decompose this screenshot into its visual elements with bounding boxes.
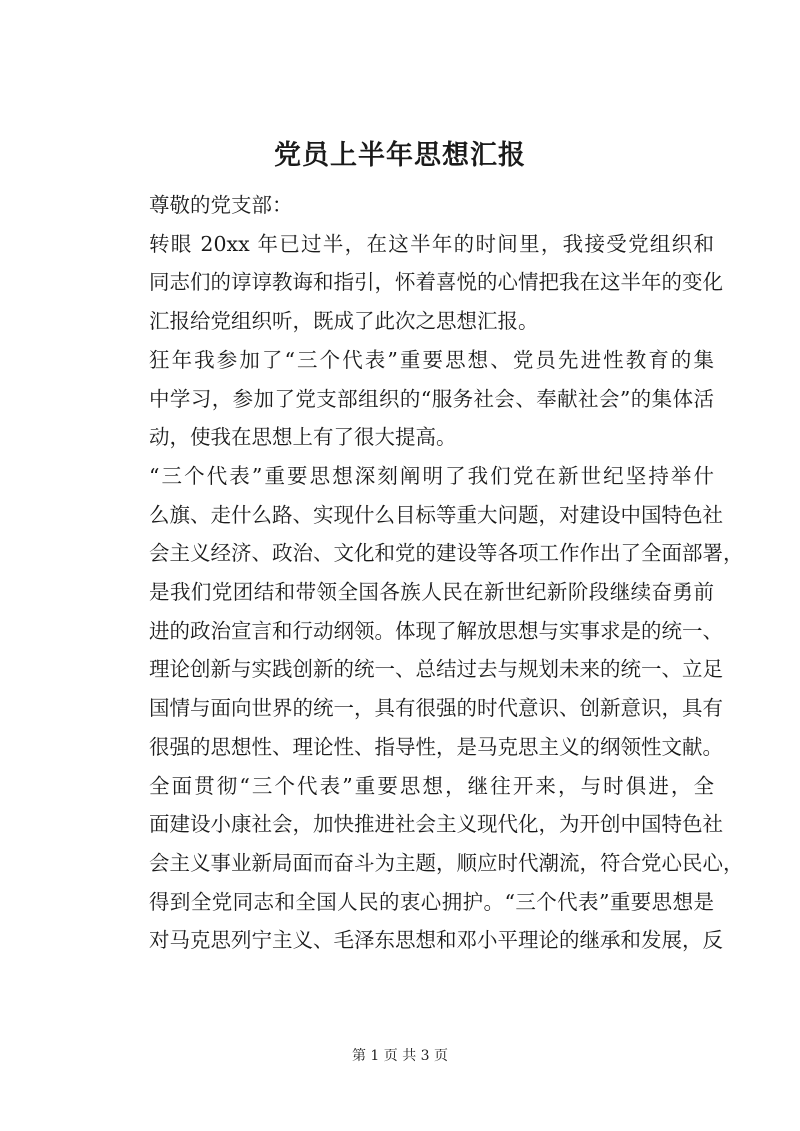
salutation [108, 186, 714, 225]
document-body [108, 186, 744, 960]
paragraph-3 [108, 457, 744, 767]
paragraph-line: 么旗、走什么路、实现什么目标等重大问题，对建设中国特色社 [149, 502, 723, 527]
paragraph-line: 全面贯彻“三个代表”重要思想，继往开来，与时俱进，全 [149, 773, 714, 798]
paragraph-line: 狂年我参加了“三个代表”重要思想、党员先进性教育的集 [149, 347, 714, 372]
paragraph-4 [108, 767, 744, 961]
paragraph-line: 很强的思想性、理论性、指导性，是马克思主义的纲领性文献。 [149, 734, 723, 759]
paragraph-line: 对马克思列宁主义、毛泽东思想和邓小平理论的继承和发展，反 [149, 928, 723, 953]
paragraph-line: 会主义经济、政治、文化和党的建设等各项工作作出了全面部署， [149, 541, 744, 566]
document-title: 党员上半年思想汇报 [274, 140, 526, 171]
paragraph-line: 同志们的谆谆教诲和指引，怀着喜悦的心情把我在这半年的变化 [149, 270, 723, 295]
paragraph-1 [108, 225, 723, 341]
paragraph-2 [108, 341, 714, 457]
paragraph-line: 理论创新与实践创新的统一、总结过去与规划未来的统一、立足 [149, 657, 723, 682]
paragraph-line: 国情与面向世界的统一，具有很强的时代意识、创新意识，具有 [149, 696, 723, 721]
paragraph-line: 是我们党团结和带领全国各族人民在新世纪新阶段继续奋勇前 [149, 580, 714, 605]
paragraph-line: 动，使我在思想上有了很大提高。 [149, 425, 457, 450]
paragraph-line: 汇报给党组织听，既成了此次之思想汇报。 [149, 309, 539, 334]
paragraph-line: 面建设小康社会，加快推进社会主义现代化，为开创中国特色社 [149, 812, 723, 837]
paragraph-line: 转眼 20xx 年已过半，在这半年的时间里，我接受党组织和 [149, 231, 714, 256]
paragraph-line: 中学习，参加了党支部组织的“服务社会、奉献社会”的集体活 [149, 386, 714, 411]
paragraph-line: 会主义事业新局面而奋斗为主题，顺应时代潮流，符合党心民心， [149, 850, 744, 875]
paragraph-line: 得到全党同志和全国人民的衷心拥护。“三个代表”重要思想是 [149, 889, 714, 914]
salutation-text: 尊敬的党支部： [149, 193, 293, 217]
page-number-footer: 第 1 页 共 3 页 [351, 1048, 449, 1064]
paragraph-line: 进的政治宣言和行动纲领。体现了解放思想与实事求是的统一、 [149, 618, 723, 643]
paragraph-line: “三个代表”重要思想深刻阐明了我们党在新世纪坚持举什 [149, 463, 714, 488]
